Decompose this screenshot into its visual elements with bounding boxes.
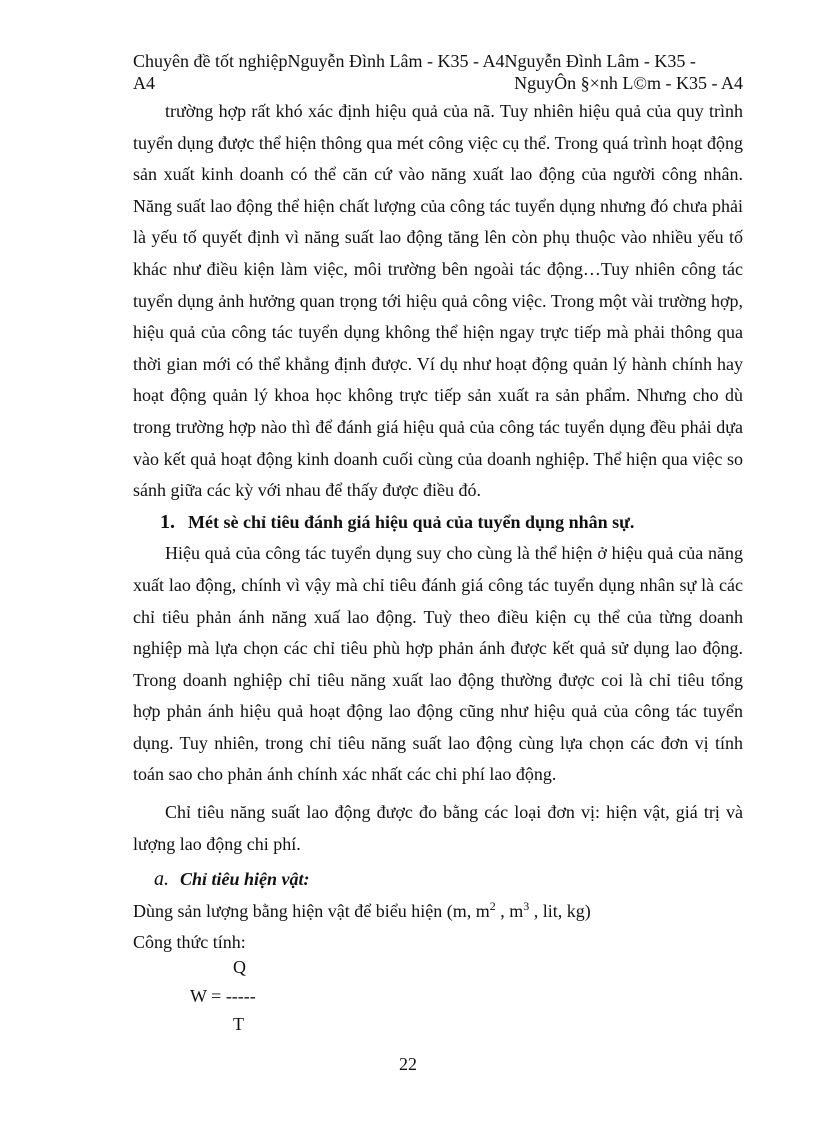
page-number: 22 xyxy=(399,1054,417,1074)
superscript: 2 xyxy=(489,898,496,913)
paragraph-units-formula xyxy=(133,896,743,928)
formula-numerator: Q xyxy=(233,957,246,977)
section-number: 1. xyxy=(160,510,175,533)
text-span: Dùng sản lượng bằng hiện vật để biểu hiện (m, m xyxy=(133,900,490,921)
superscript: 3 xyxy=(523,898,530,913)
text-span: , lit, kg) xyxy=(529,900,591,921)
section-title: Mét sè chỉ tiêu đánh giá hiệu quả của tuyển dụng nhân sự. xyxy=(188,511,635,532)
formula-lhs: W = ----- xyxy=(190,986,256,1006)
page-header-line2 xyxy=(133,72,743,94)
document-body xyxy=(133,96,743,959)
subsection-heading xyxy=(133,864,743,896)
header-left: A4 xyxy=(133,73,155,93)
subsection-number: a. xyxy=(154,868,169,891)
paragraph-efficiency: Hiệu quả của công tác tuyển dụng suy cho cùng là thể hiện ở hiệu quả của năng xuất lao động, chính vì vậy mà chỉ tiêu đánh giá công tác tuyển dụng nhân sự là các chỉ tiêu phản ánh năng xuấ lao động. Tuỳ theo điều kiện cụ thể của từng doanh nghiệp mà lựa chọn các chỉ tiêu phù hợp phản ánh được kết quả sử dụng lao động. Trong doanh nghiệp chỉ tiêu năng xuất lao động thường được coi là chỉ tiêu tổng hợp phản ánh hiệu quả hoạt động lao động cũng như hiệu quả của công tác tuyển dụng. Tuy nhiên, trong chỉ tiêu năng suất lao động cùng lựa chọn các đơn vị tính toán sao cho phản ánh chính xác nhất các chi phí lao động. xyxy=(133,543,743,785)
paragraph-units: Chỉ tiêu năng suất lao động được đo bằng các loại đơn vị: hiện vật, giá trị và lượng lao động chi phí. xyxy=(133,802,743,854)
formula-denominator: T xyxy=(233,1014,244,1034)
paragraph-formula-intro: Công thức tính: xyxy=(133,932,246,953)
paragraph-intro: trường hợp rất khó xác định hiệu quả của nã. Tuy nhiên hiệu quả của quy trình tuyển dụng được thể hiện thông qua mét công việc cụ thể. Trong quá trình hoạt động sản xuất kinh doanh có thể căn cứ vào năng xuất lao động của người công nhân. Năng suất lao động thể hiện chất lượng của công tác tuyển dụng nhưng đó chưa phải là yếu tố quyết định vì năng suất lao động tăng lên còn phụ thuộc vào nhiều yếu tố khác như điều kiện làm việc, môi trường bên ngoài tác động…Tuy nhiên công tác tuyển dụng ảnh hưởng quan trọng tới hiệu quả công việc. Trong một vài trường hợp, hiệu quả của công tác tuyển dụng không thể hiện ngay trực tiếp mà phải thông qua thời gian mới có thể khẳng định được. Ví dụ như hoạt động quản lý hành chính hay hoạt động quản lý khoa học không trực tiếp sản xuất ra sản phẩm. Nhưng cho dù trong trường hợp nào thì để đánh giá hiệu quả của công tác tuyển dụng đều phải dựa vào kết quả hoạt động kinh doanh cuối cùng của doanh nghiệp. Thể hiện qua việc so sánh giữa các kỳ với nhau để thấy được điều đó. xyxy=(133,101,743,501)
subsection-title: Chỉ tiêu hiện vật: xyxy=(180,869,310,890)
text-span: , m xyxy=(495,900,524,921)
section-heading xyxy=(133,507,743,539)
page-header-line1: Chuyên đề tốt nghiệpNguyễn Đình Lâm - K35 - A4Nguyễn Đình Lâm - K35 - xyxy=(133,51,696,71)
header-right: NguyÔn §×nh L©m - K35 - A4 xyxy=(514,73,743,93)
